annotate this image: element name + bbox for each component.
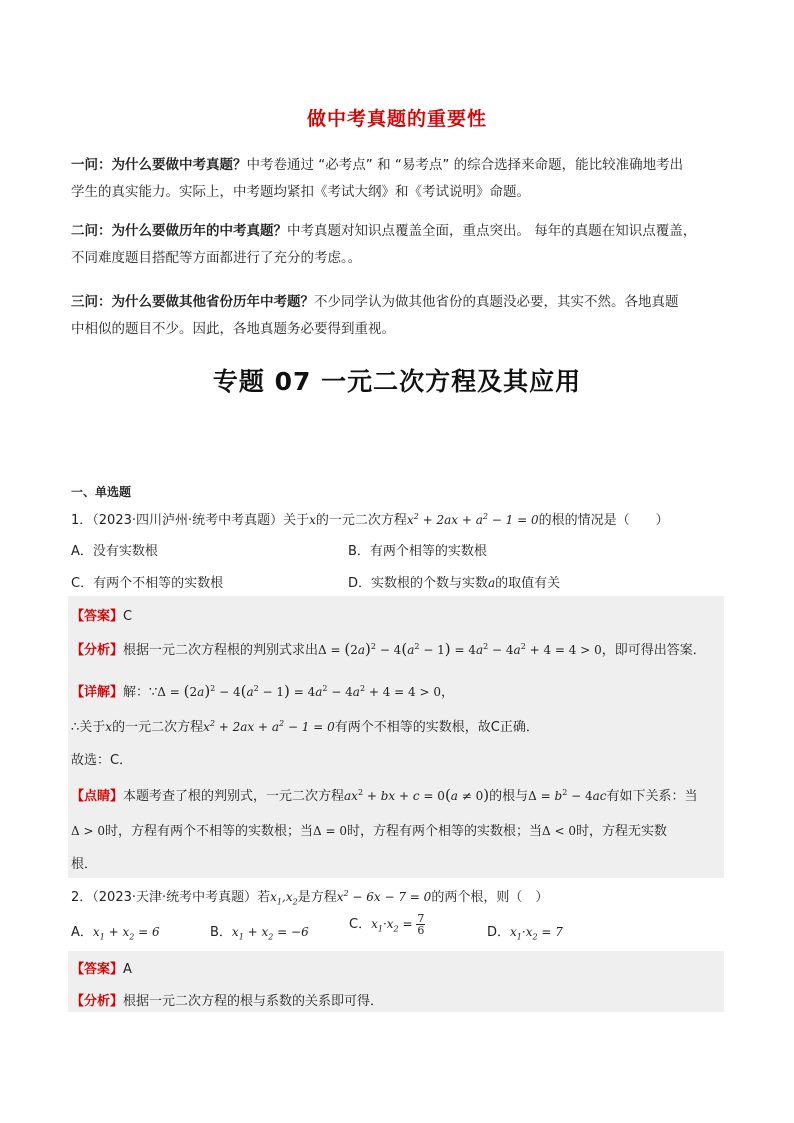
intro-question-3 <box>71 289 726 343</box>
analysis-text: 根据一元二次方程的根与系数的关系即可得． <box>123 994 384 1009</box>
detail-text-b: ， <box>441 685 455 700</box>
math-delta-lt: Δ < 0 <box>542 824 576 838</box>
comment-text-a: 本题考查了根的判别式，一元二次方程 <box>123 789 345 804</box>
q1-option-d-part-b: 的取值有关 <box>495 576 561 591</box>
math-equation: $x^2 + 2ax + a^2 - 1 = 0$ <box>406 512 539 527</box>
question-1-text-b: 学生的真实能力。实际上，中考题均紧扣《考试大纲》和《考试说明》命题。 <box>71 184 530 200</box>
q1-detail-line-2 <box>71 716 539 735</box>
q1-stem-part-a: 1．（2023·四川泸州·统考中考真题）关于 <box>71 513 310 528</box>
math-x: x <box>309 513 316 527</box>
q1-option-b: B．有两个相等的实数根 <box>348 544 487 559</box>
q2-answer <box>71 958 132 977</box>
section-heading: 一、单选题 <box>71 485 132 499</box>
q1-stem-part-b: 的一元二次方程 <box>315 513 407 528</box>
comment-tag: 【点睛】 <box>71 789 124 804</box>
q2-stem-part-a: 2．（2023·天津·统考中考真题）若 <box>71 890 271 905</box>
q1-detail <box>71 681 454 700</box>
math-equation: $x^2 + 2ax + a^2 - 1 = 0$ <box>203 719 335 734</box>
q1-option-d-part-a: D．实数根的个数与实数 <box>348 576 489 591</box>
q2-option-d-label: D． <box>487 925 511 940</box>
q2-stem-part-c: 的两个根，则（ ） <box>431 890 549 905</box>
math-general-equation: $ax^2$ + bx + c = 0(a ≠ 0) <box>344 786 490 804</box>
question-2-text-b: 不同难度题目搭配等方面都进行了充分的考虑。。 <box>71 250 362 266</box>
answer-tag: 【答案】 <box>71 609 124 624</box>
detail-line2-b: 的一元二次方程 <box>112 720 204 735</box>
question-2-text-a: 中考真题对知识点覆盖全面，重点突出。 每年的真题在知识点覆盖， <box>287 223 697 239</box>
math-roots: $x_1,x_2$ <box>270 890 298 907</box>
comment-line2-c: 时，方程无实数 <box>575 824 667 839</box>
q2-option-c <box>349 913 425 936</box>
math-delta-gt: Δ > 0 <box>71 824 105 838</box>
math-option-a: $x_1 + x_2 = 6$ <box>92 925 160 942</box>
question-3-text-b: 中相似的题目不少。因此，各地真题务必要得到重视。 <box>71 321 395 337</box>
comment-text-b: 的根与 <box>489 789 529 804</box>
question-3-lead: 三问：为什么要做其他省份历年中考题？ <box>71 294 314 310</box>
question-1-text-a: 中考卷通过 “必考点” 和 “易考点” 的综合选择来命题，能比较准确地考出 <box>246 157 684 173</box>
detail-line2-c: 有两个不相等的实数根，故C正确． <box>334 720 539 735</box>
topic-title: 专题 07 一元二次方程及其应用 <box>212 367 582 396</box>
comment-text-c: 有如下关系：当 <box>606 789 698 804</box>
q1-answer <box>71 605 132 624</box>
analysis-text-a: 根据一元二次方程根的判别式求出 <box>123 643 319 658</box>
q1-stem <box>71 509 669 528</box>
math-discriminant-detail: $\Delta = (2a)^2 - 4(a^2 - 1) = 4a^2 - 4a^2 + 4 = 4 > 0$ <box>157 682 442 700</box>
q2-option-b <box>210 921 309 941</box>
math-equation: $x^2 - 6x - 7 = 0$ <box>336 889 432 904</box>
analysis-tag: 【分析】 <box>71 643 124 658</box>
question-1-lead: 一问：为什么要做中考真题？ <box>71 157 247 173</box>
detail-line2-a: ∴关于 <box>71 720 106 735</box>
question-2-lead: 二问：为什么要做历年的中考真题？ <box>71 223 287 239</box>
math-delta-formula: $\Delta = b^2 - 4ac$ <box>528 788 607 803</box>
answer-value: A <box>123 962 132 977</box>
q2-stem-part-b: 是方程 <box>297 890 337 905</box>
q1-comment <box>71 785 698 804</box>
q2-stem <box>71 886 548 906</box>
q2-option-b-label: B． <box>210 925 232 940</box>
math-delta-eq: Δ = 0 <box>313 824 347 838</box>
answer-tag: 【答案】 <box>71 962 124 977</box>
comment-line2-b: 时，方程有两个相等的实数根；当 <box>346 824 542 839</box>
q1-option-d <box>348 572 560 591</box>
math-discriminant: $\Delta = (2a)^2 - 4(a^2 - 1) = 4a^2 - 4a^2 + 4 = 4 > 0$ <box>318 640 602 658</box>
q1-comment-line-3: 根． <box>71 857 98 872</box>
q2-option-a <box>71 921 160 941</box>
q1-choose: 故选：C． <box>71 753 133 768</box>
math-x: x <box>105 720 113 734</box>
analysis-tag: 【分析】 <box>71 994 124 1009</box>
question-3-text-a: 不少同学认为做其他省份的真题没必要，其实不然。各地真题 <box>314 294 679 310</box>
intro-title: 做中考真题的重要性 <box>306 108 487 130</box>
q2-option-a-label: A． <box>71 925 93 940</box>
answer-value: C <box>123 609 133 624</box>
math-fraction: $\frac{7}{6}$ <box>417 912 425 937</box>
comment-line2-a: 时，方程有两个不相等的实数根；当 <box>104 824 313 839</box>
analysis-text-b: ，即可得出答案． <box>601 643 706 658</box>
intro-question-1 <box>71 152 726 206</box>
detail-text-a: 解：∵ <box>123 685 158 700</box>
q1-option-a: A．没有实数根 <box>71 544 158 559</box>
math-option-b: $x_1 + x_2 = -6$ <box>231 925 309 942</box>
q1-comment-line-2 <box>71 820 667 839</box>
q1-stem-part-c: 的根的情况是（ ） <box>538 513 669 528</box>
detail-tag: 【详解】 <box>71 685 124 700</box>
q2-analysis <box>71 990 383 1009</box>
math-option-d: $x_1\cdot x_2 = 7$ <box>510 925 563 942</box>
q1-analysis <box>71 639 706 658</box>
q1-option-c: C．有两个不相等的实数根 <box>71 576 224 591</box>
q2-option-c-label: C． <box>349 917 372 932</box>
intro-question-2 <box>71 218 726 272</box>
math-option-c: $x_1\cdot x_2$ = <box>371 917 417 934</box>
math-a: a <box>488 576 496 590</box>
q2-option-d <box>487 921 563 941</box>
